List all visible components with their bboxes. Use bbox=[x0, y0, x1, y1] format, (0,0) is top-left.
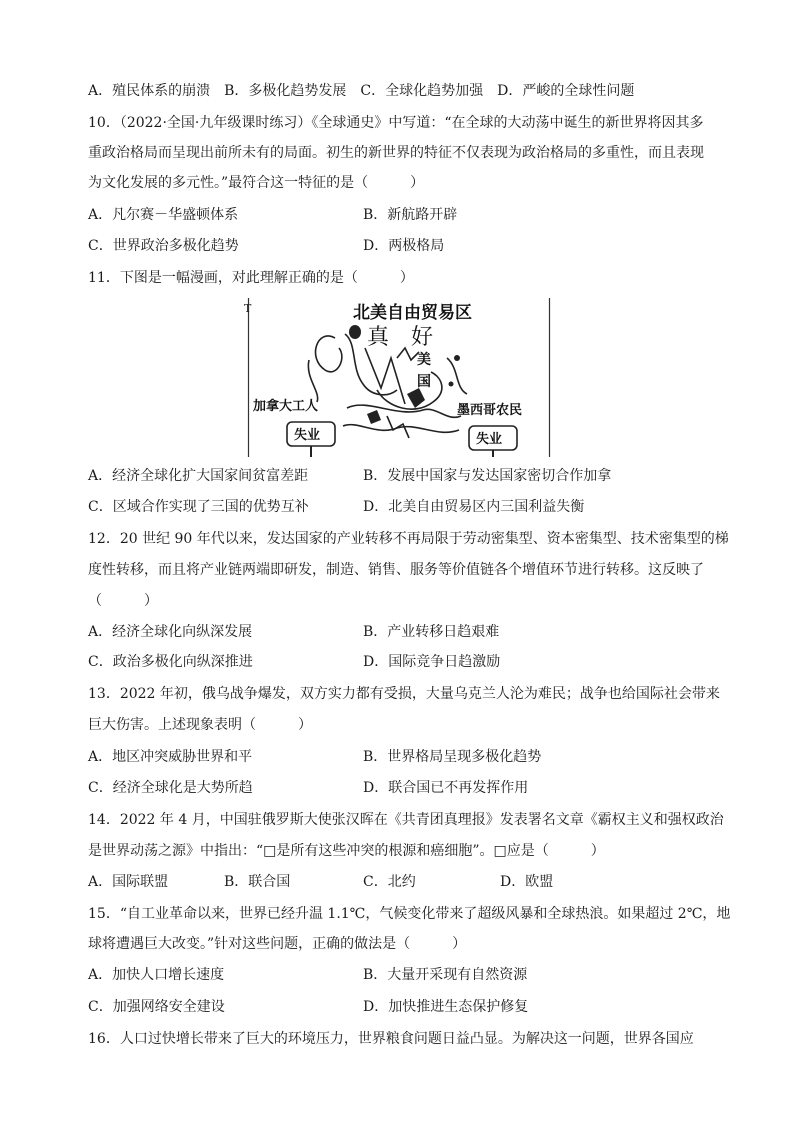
q15-option-d: D．加快推进生态保护修复 bbox=[363, 999, 529, 1015]
q13-option-d: D．联合国已不再发挥作用 bbox=[363, 780, 529, 796]
cartoon-right-sign: 失业 bbox=[476, 432, 503, 447]
q11-stem: 11．下图是一幅漫画，对此理解正确的是（ ） bbox=[88, 270, 414, 286]
q12-option-d: D．国际竞争日趋激励 bbox=[363, 654, 501, 670]
q13-option-b: B．世界格局呈现多极化趋势 bbox=[363, 749, 542, 765]
q14-stem-line2: 是世界动荡之源》中指出：“□是所有这些冲突的根源和癌细胞”。□应是（ ） bbox=[88, 843, 605, 859]
q14-option-b: B．联合国 bbox=[224, 874, 291, 890]
q15-stem-line1: 15．“自工业革命以来，世界已经升温 1.1℃，气候变化带来了超级风暴和全球热浪。如果超过 2℃，地 bbox=[88, 906, 731, 922]
cartoon-corner-mark: T bbox=[244, 302, 252, 315]
cartoon-left-sign: 失业 bbox=[294, 428, 321, 443]
cartoon-left-label: 加拿大工人 bbox=[253, 399, 319, 414]
q15-option-c: C．加强网络安全建设 bbox=[88, 999, 225, 1015]
cartoon-usa-label-1: 美 bbox=[417, 352, 431, 368]
q12-stem-line2: 度性转移，而且将产业链两端即研发，制造、销售、服务等价值链各个增值环节进行转移。这反映了 bbox=[88, 562, 704, 578]
q14-option-a: A．国际联盟 bbox=[88, 874, 169, 890]
q13-option-a: A．地区冲突威胁世界和平 bbox=[88, 749, 253, 765]
q15-stem-line2: 球将遭遇巨大改变。”针对这些问题，正确的做法是（ ） bbox=[88, 936, 467, 952]
q10-option-c: C．世界政治多极化趋势 bbox=[88, 238, 239, 254]
cartoon-usa-label-2: 国 bbox=[417, 374, 431, 390]
cartoon-big-text: 真 好 bbox=[367, 325, 434, 350]
q12-stem-line1: 12．20 世纪 90 年代以来，发达国家的产业转移不再局限于劳动密集型、资本密集型、技术密集型的梯 bbox=[88, 531, 729, 547]
q11-option-b: B．发展中国家与发达国家密切合作加拿 bbox=[363, 468, 612, 484]
q10-option-b: B．新航路开辟 bbox=[363, 207, 458, 223]
q16-stem-line1: 16．人口过快增长带来了巨大的环境压力，世界粮食问题日益凸显。为解决这一问题，世界各国应 bbox=[88, 1031, 694, 1047]
q15-option-b: B．大量开采现有自然资源 bbox=[363, 967, 528, 983]
q10-option-d: D．两极格局 bbox=[363, 238, 445, 254]
cartoon-right-label: 墨西哥农民 bbox=[457, 403, 523, 418]
cartoon-title: 北美自由贸易区 bbox=[353, 303, 472, 323]
q13-stem-line2: 巨大伤害。上述现象表明（ ） bbox=[88, 717, 312, 733]
q11-option-a: A．经济全球化扩大国家间贫富差距 bbox=[88, 468, 309, 484]
q15-option-a: A．加快人口增长速度 bbox=[88, 967, 225, 983]
q12-option-c: C．政治多极化向纵深推进 bbox=[88, 654, 253, 670]
q10-stem-line2: 重政治格局而呈现出前所未有的局面。初生的新世界的特征不仅表现为政治格局的多重性，而且表现 bbox=[88, 145, 704, 161]
q11-cartoon bbox=[244, 298, 551, 457]
q13-stem-line1: 13．2022 年初，俄乌战争爆发，双方实力都有受损，大量乌克兰人沦为难民；战争也给国际社会带来 bbox=[88, 686, 720, 702]
q14-option-c: C．北约 bbox=[363, 874, 416, 890]
q11-option-d: D．北美自由贸易区内三国利益失衡 bbox=[363, 499, 585, 515]
q10-stem-line3: 为文化发展的多元性。”最符合这一特征的是（ ） bbox=[88, 175, 425, 191]
q9-options: A．殖民体系的崩溃 B．多极化趋势发展 C．全球化趋势加强 D．严峻的全球性问题 bbox=[88, 83, 635, 99]
q14-stem-line1: 14．2022 年 4 月，中国驻俄罗斯大使张汉晖在《共青团真理报》发表署名文章《霸权主义和强权政治 bbox=[88, 812, 724, 828]
q14-option-d: D．欧盟 bbox=[500, 874, 554, 890]
q11-option-c: C．区域合作实现了三国的优势互补 bbox=[88, 499, 309, 515]
q12-option-b: B．产业转移日趋艰难 bbox=[363, 624, 500, 640]
q12-option-a: A．经济全球化向纵深发展 bbox=[88, 624, 253, 640]
q10-stem-line1: 10．（2022·全国·九年级课时练习）《全球通史》中写道：“在全球的大动荡中诞生的新世界将因其多 bbox=[88, 115, 704, 131]
q12-stem-line3: （ ） bbox=[88, 593, 158, 609]
q13-option-c: C．经济全球化是大势所趋 bbox=[88, 780, 253, 796]
cartoon-illustration bbox=[244, 298, 551, 457]
q10-option-a: A．凡尔赛－华盛顿体系 bbox=[88, 207, 239, 223]
